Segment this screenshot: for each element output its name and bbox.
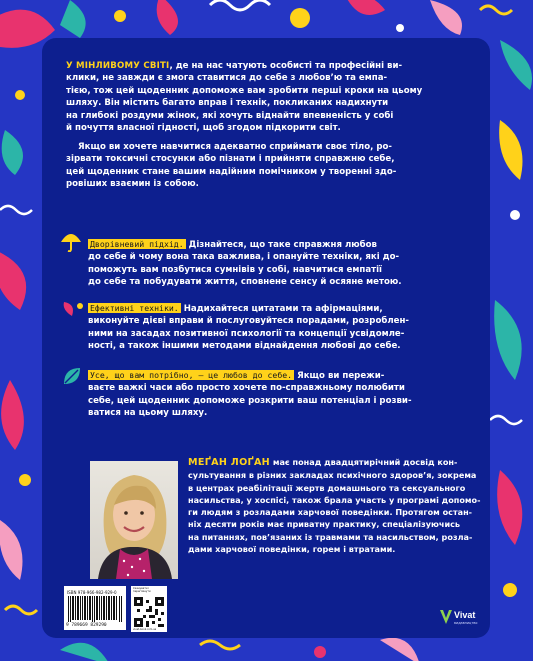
drop-shapes-icon	[62, 300, 84, 318]
author-photo	[90, 461, 178, 579]
qr-url: vivat-book.com.ua	[133, 628, 157, 631]
publisher-logo	[440, 608, 488, 632]
feature-effective-techniques: Ефективні техніки. Надихайтеся цитатами та афірмаціями, виконуйте дієві вправи й послуговуйтеся порадами, розроблен- ними на засадах позитивної психології та концепції усвідомле- ності, а також іншими методами віднайдення любові до себе.	[88, 303, 409, 352]
feature-highlight: Ефективні техніки.	[90, 303, 179, 313]
qr-label: Сканувати і переглянути	[133, 587, 151, 593]
isbn-number: 9 789669 829290	[66, 623, 107, 628]
barcode-image	[68, 596, 122, 622]
vivat-v-icon	[440, 610, 452, 624]
leaf-icon	[62, 366, 82, 386]
author-bio: МЕҐАН ЛОҐАН має понад двадцятирічний досвід кон- сультування в різних закладах психічного здоров’я, зокрема в центрах реабілітації жертв домашнього та сексуального насильства, у хоспісі, також брала участь у програмі допомо- ги людям з розладами харчової поведінки. Протягом остан- ніх десяти років має приватну практику, спеціалізуючись на питаннях, пов’язаних із травмами та насильством, розла- дами харчової поведінки, горем і втратами.	[188, 457, 481, 555]
umbrella-icon	[60, 230, 82, 252]
feature-highlight: Усе, що вам потрібно, — це любов до себе.	[90, 370, 293, 380]
feature-two-level-approach: Дворівневий підхід. Дізнайтеся, що таке справжня любов до себе й чому вона така важлива, і опануйте техніки, які до- поможуть вам позбутися сумнівів у собі, навчитися емпатії до себе та побудувати життя, сповнене сенсу й осяяне метою.	[88, 239, 402, 288]
publisher-name: Vivat	[454, 610, 476, 620]
author-name: МЕҐАН ЛОҐАН	[188, 457, 270, 468]
second-paragraph: Якщо ви хочете навчитися адекватно сприймати своє тіло, ро- зірвати токсичні стосунки або пізнати і прийняти справжню себе, цей щоденник стане вашим надійним помічником у творенні здо- ровіших взаємин із собою.	[66, 142, 397, 190]
intro-paragraph: У МІНЛИВОМУ СВІТІ, де на нас чатують особисті та професійні ви- клики, не завжди є змога ставитися до себе з любов’ю та емпа- тією, тож цей щоденник допоможе вам зробити перші кроки на цьому шляху. Він містить багато вправ і технік, покликаних надихнути на глибокі роздуми жінок, які хочуть віднайти впевненість у собі й почуття власної гідності, щоб згодом підкорити світ.	[66, 61, 423, 134]
publisher-sub: видавництво	[454, 621, 478, 625]
feature-highlight: Дворівневий підхід.	[90, 239, 184, 249]
intro-lead: У МІНЛИВОМУ СВІТІ	[66, 61, 170, 71]
qr-code-icon[interactable]	[134, 597, 164, 627]
feature-self-love: Усе, що вам потрібно, — це любов до себе. Якщо ви пережи- ваєте важкі часи або просто хочете по-справжньому полюбити себе, цей щоденник допоможе розкрити ваш потенціал і розви- ватися на цьому шляху.	[88, 370, 412, 419]
qr-code-box[interactable]	[131, 586, 167, 632]
isbn-label: ISBN 978-966-982-929-0	[67, 590, 117, 595]
isbn-barcode-box	[64, 586, 126, 630]
author-portrait	[90, 461, 178, 579]
